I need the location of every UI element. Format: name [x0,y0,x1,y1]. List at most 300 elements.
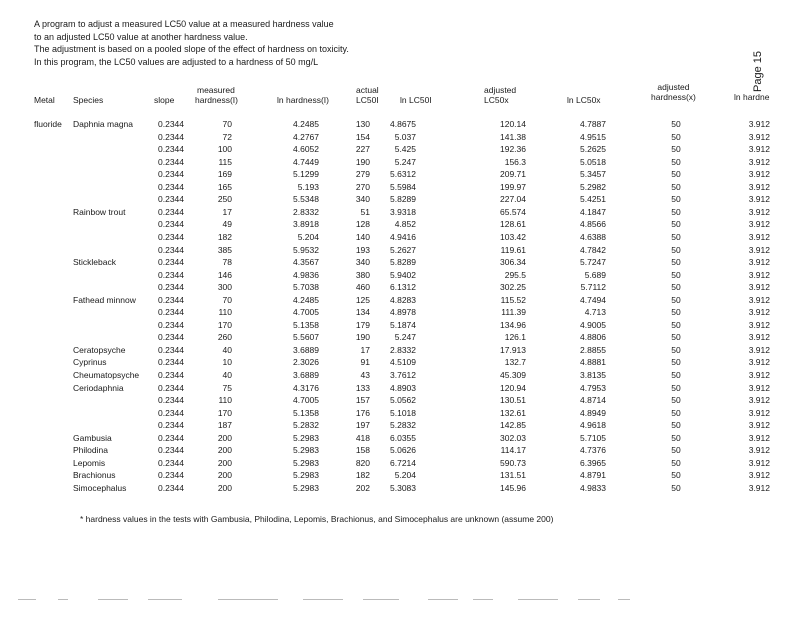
actual-lc50-cell: 176 [355,407,370,418]
slope-cell: 0.2344 [158,357,184,368]
slope-cell: 0.2344 [158,294,184,305]
ln-lc50-cell: 6.7214 [390,457,416,468]
intro-line: to an adjusted LC50 value at another hardness value. [34,31,248,42]
ln-adjusted-lc50-cell: 5.3457 [580,169,606,180]
measured-hardness-cell: 110 [218,395,232,406]
header-line: LC50x [484,95,509,105]
adjusted-lc50-cell: 114.17 [500,445,526,456]
adjusted-hardness-cell: 50 [671,407,681,418]
ln-adjusted-hardness-cell: 3.912 [748,169,770,180]
measured-hardness-cell: 200 [217,470,232,481]
ln-adjusted-hardness-cell: 3.912 [748,144,770,155]
ln-hardness-cell: 5.7038 [293,282,319,293]
metal-cell: fluoride [34,119,62,129]
header-line: hardness(x) [651,92,696,102]
species-cell: Simocephalus [73,482,127,493]
adjusted-hardness-cell: 50 [671,307,681,318]
ln-lc50-cell: 5.0626 [390,445,416,456]
ln-lc50-cell: 5.5984 [390,181,416,192]
table-row [0,320,800,333]
species-cell: Brachionus [73,470,116,481]
ln-adjusted-lc50-cell: 5.2982 [580,181,606,192]
table-row [0,270,800,283]
adjusted-hardness-cell: 50 [671,131,681,142]
ln-hardness-cell: 5.5348 [293,194,319,205]
ln-hardness-cell: 4.7005 [293,307,319,318]
ln-adjusted-lc50-cell: 4.9515 [580,131,606,142]
slope-cell: 0.2344 [158,344,184,355]
ln-adjusted-lc50-cell: 4.9833 [580,482,606,493]
ln-adjusted-hardness-cell: 3.912 [748,357,770,368]
table-row [0,295,800,308]
table-row [0,207,800,220]
adjusted-lc50-cell: 115.52 [500,294,526,305]
ln-adjusted-lc50-cell: 4.8806 [580,332,606,343]
header-line: measured [197,85,235,95]
table-row [0,257,800,270]
ln-adjusted-lc50-cell: 5.0518 [580,156,606,167]
ln-adjusted-lc50-cell: 5.7247 [580,257,606,268]
adjusted-hardness-cell: 50 [671,357,681,368]
ln-hardness-cell: 4.7449 [293,156,319,167]
actual-lc50-cell: 17 [360,344,370,355]
ln-lc50-cell: 5.8289 [390,194,416,205]
slope-cell: 0.2344 [158,119,184,129]
ln-hardness-cell: 5.2983 [293,470,319,481]
adjusted-hardness-cell: 50 [671,156,681,167]
ln-adjusted-hardness-cell: 3.912 [748,131,770,142]
scan-artifacts [18,597,718,605]
ln-adjusted-hardness-cell: 3.912 [748,156,770,167]
adjusted-hardness-cell: 50 [671,420,681,431]
header-ln-adjusted-hardness: ln hardne [734,92,770,102]
header-adjusted-hardness [651,82,696,102]
table-row [0,182,800,195]
adjusted-lc50-cell: 128.61 [500,219,526,230]
ln-adjusted-lc50-cell: 4.1847 [580,206,606,217]
measured-hardness-cell: 200 [217,457,232,468]
ln-adjusted-hardness-cell: 3.912 [748,294,770,305]
ln-lc50-cell: 5.9402 [390,269,416,280]
adjusted-hardness-cell: 50 [671,344,681,355]
header-adjusted-lc50 [484,85,516,105]
measured-hardness-cell: 78 [222,257,232,268]
ln-adjusted-hardness-cell: 3.912 [748,219,770,230]
species-cell: Ceratopsyche [73,344,126,355]
adjusted-lc50-cell: 227.04 [500,194,526,205]
ln-adjusted-hardness-cell: 3.912 [748,482,770,493]
actual-lc50-cell: 157 [355,395,370,406]
ln-adjusted-lc50-cell: 4.7494 [580,294,606,305]
slope-cell: 0.2344 [158,282,184,293]
ln-hardness-cell: 5.204 [297,231,319,242]
adjusted-hardness-cell: 50 [671,244,681,255]
ln-lc50-cell: 5.037 [394,131,416,142]
ln-adjusted-lc50-cell: 5.7105 [580,432,606,443]
measured-hardness-cell: 170 [217,319,232,330]
header-measured-hardness [195,85,238,105]
measured-hardness-cell: 300 [217,282,232,293]
actual-lc50-cell: 202 [355,482,370,493]
species-cell: Gambusia [73,432,112,443]
ln-lc50-cell: 5.0562 [390,395,416,406]
adjusted-lc50-cell: 103.42 [500,231,526,242]
adjusted-hardness-cell: 50 [671,231,681,242]
ln-adjusted-lc50-cell: 4.7842 [580,244,606,255]
header-ln-adjusted-lc50: ln LC50x [567,95,601,105]
ln-hardness-cell: 5.193 [297,181,319,192]
ln-lc50-cell: 3.9318 [390,206,416,217]
measured-hardness-cell: 70 [222,294,232,305]
adjusted-hardness-cell: 50 [671,194,681,205]
actual-lc50-cell: 380 [355,269,370,280]
species-cell: Lepomis [73,457,106,468]
adjusted-lc50-cell: 141.38 [500,131,526,142]
table-row [0,420,800,433]
adjusted-hardness-cell: 50 [671,144,681,155]
adjusted-hardness-cell: 50 [671,169,681,180]
ln-hardness-cell: 3.6889 [293,370,319,380]
slope-cell: 0.2344 [158,181,184,192]
slope-cell: 0.2344 [158,169,184,180]
actual-lc50-cell: 133 [355,382,370,393]
ln-lc50-cell: 4.8283 [390,294,416,305]
ln-adjusted-hardness-cell: 3.912 [748,344,770,355]
ln-lc50-cell: 2.8332 [390,344,416,355]
header-slope: slope [154,95,175,105]
slope-cell: 0.2344 [158,231,184,242]
table-row [0,395,800,408]
page-number: Page 15 [752,51,764,92]
ln-adjusted-lc50-cell: 2.8855 [580,344,606,355]
slope-cell: 0.2344 [158,307,184,318]
measured-hardness-cell: 10 [222,357,232,368]
actual-lc50-cell: 128 [355,219,370,230]
ln-adjusted-hardness-cell: 3.912 [748,319,770,330]
slope-cell: 0.2344 [158,206,184,217]
ln-lc50-cell: 5.247 [394,156,416,167]
actual-lc50-cell: 460 [355,282,370,293]
actual-lc50-cell: 140 [355,231,370,242]
table-row [0,219,800,232]
measured-hardness-cell: 200 [217,445,232,456]
ln-adjusted-hardness-cell: 3.912 [748,332,770,343]
adjusted-hardness-cell: 50 [671,319,681,330]
adjusted-lc50-cell: 111.39 [501,307,526,318]
adjusted-lc50-cell: 17.913 [500,344,526,355]
adjusted-hardness-cell: 50 [671,294,681,305]
table-row [0,282,800,295]
adjusted-hardness-cell: 50 [671,370,681,380]
intro-line: A program to adjust a measured LC50 value at a measured hardness value [34,19,334,29]
ln-adjusted-lc50-cell: 4.7887 [580,119,606,129]
ln-adjusted-hardness-cell: 3.912 [748,470,770,481]
measured-hardness-cell: 165 [217,181,232,192]
slope-cell: 0.2344 [158,319,184,330]
ln-adjusted-lc50-cell: 3.8135 [580,370,606,380]
table-row [0,144,800,157]
table-row [0,245,800,258]
actual-lc50-cell: 125 [355,294,370,305]
table-row [0,470,800,483]
adjusted-hardness-cell: 50 [671,219,681,230]
table-row [0,357,800,370]
ln-adjusted-lc50-cell: 4.9618 [580,420,606,431]
ln-adjusted-lc50-cell: 4.8714 [580,395,606,406]
adjusted-lc50-cell: 120.94 [500,382,526,393]
actual-lc50-cell: 340 [355,194,370,205]
measured-hardness-cell: 40 [222,370,232,380]
ln-lc50-cell: 5.6312 [390,169,416,180]
ln-lc50-cell: 4.8675 [390,119,416,129]
measured-hardness-cell: 17 [222,206,232,217]
ln-adjusted-hardness-cell: 3.912 [748,370,770,380]
measured-hardness-cell: 250 [217,194,232,205]
measured-hardness-cell: 182 [217,231,232,242]
actual-lc50-cell: 197 [355,420,370,431]
ln-hardness-cell: 4.2485 [293,294,319,305]
ln-adjusted-hardness-cell: 3.912 [748,457,770,468]
actual-lc50-cell: 154 [355,131,370,142]
actual-lc50-cell: 193 [355,244,370,255]
actual-lc50-cell: 134 [355,307,370,318]
header-line: actual [356,85,379,95]
header-ln-hardness: ln hardness(I) [277,95,329,105]
ln-lc50-cell: 4.5109 [390,357,416,368]
ln-lc50-cell: 5.3083 [390,482,416,493]
adjusted-lc50-cell: 131.51 [500,470,526,481]
ln-adjusted-hardness-cell: 3.912 [748,181,770,192]
ln-hardness-cell: 4.2485 [293,119,319,129]
ln-adjusted-hardness-cell: 3.912 [748,244,770,255]
header-line: LC50I [356,95,379,105]
ln-lc50-cell: 5.1018 [390,407,416,418]
actual-lc50-cell: 158 [355,445,370,456]
ln-lc50-cell: 5.247 [394,332,416,343]
ln-adjusted-hardness-cell: 3.912 [748,445,770,456]
actual-lc50-cell: 340 [355,257,370,268]
adjusted-lc50-cell: 156.3 [504,156,526,167]
ln-hardness-cell: 4.6052 [293,144,319,155]
ln-hardness-cell: 3.6889 [293,344,319,355]
slope-cell: 0.2344 [158,457,184,468]
header-line: hardness(I) [195,95,238,105]
ln-hardness-cell: 5.1358 [293,407,319,418]
table-row [0,433,800,446]
measured-hardness-cell: 110 [218,307,232,318]
measured-hardness-cell: 169 [217,169,232,180]
measured-hardness-cell: 146 [217,269,232,280]
slope-cell: 0.2344 [158,219,184,230]
header-metal: Metal [34,95,55,105]
ln-hardness-cell: 2.8332 [293,206,319,217]
slope-cell: 0.2344 [158,269,184,280]
adjusted-hardness-cell: 50 [671,332,681,343]
adjusted-hardness-cell: 50 [671,119,681,129]
measured-hardness-cell: 100 [217,144,232,155]
actual-lc50-cell: 279 [355,169,370,180]
slope-cell: 0.2344 [158,144,184,155]
ln-hardness-cell: 4.3567 [293,257,319,268]
measured-hardness-cell: 72 [222,131,232,142]
ln-hardness-cell: 4.7005 [293,395,319,406]
adjusted-lc50-cell: 192.36 [500,144,526,155]
slope-cell: 0.2344 [158,382,184,393]
slope-cell: 0.2344 [158,407,184,418]
ln-adjusted-hardness-cell: 3.912 [748,282,770,293]
ln-adjusted-hardness-cell: 3.912 [748,269,770,280]
adjusted-hardness-cell: 50 [671,382,681,393]
table-row [0,483,800,496]
ln-adjusted-hardness-cell: 3.912 [748,119,770,129]
ln-hardness-cell: 5.9532 [293,244,319,255]
adjusted-lc50-cell: 126.1 [504,332,526,343]
slope-cell: 0.2344 [158,257,184,268]
adjusted-hardness-cell: 50 [671,482,681,493]
header-line: adjusted [657,82,690,92]
measured-hardness-cell: 170 [217,407,232,418]
ln-adjusted-hardness-cell: 3.912 [748,395,770,406]
actual-lc50-cell: 270 [355,181,370,192]
adjusted-lc50-cell: 209.71 [500,169,526,180]
table-row [0,132,800,145]
ln-adjusted-hardness-cell: 3.912 [748,382,770,393]
table-row [0,157,800,170]
adjusted-hardness-cell: 50 [671,269,681,280]
adjusted-lc50-cell: 132.61 [500,407,526,418]
adjusted-hardness-cell: 50 [671,257,681,268]
slope-cell: 0.2344 [158,470,184,481]
slope-cell: 0.2344 [158,370,184,380]
measured-hardness-cell: 260 [217,332,232,343]
ln-lc50-cell: 5.2627 [390,244,416,255]
ln-adjusted-lc50-cell: 4.8881 [580,357,606,368]
actual-lc50-cell: 91 [360,357,370,368]
measured-hardness-cell: 385 [217,244,232,255]
ln-hardness-cell: 4.9836 [293,269,319,280]
table-row [0,232,800,245]
slope-cell: 0.2344 [158,131,184,142]
table-row [0,332,800,345]
ln-adjusted-lc50-cell: 4.7953 [580,382,606,393]
ln-lc50-cell: 5.8289 [390,257,416,268]
adjusted-lc50-cell: 295.5 [504,269,526,280]
adjusted-lc50-cell: 302.25 [500,282,526,293]
table-row [0,119,800,132]
adjusted-hardness-cell: 50 [671,181,681,192]
actual-lc50-cell: 43 [360,370,370,380]
adjusted-hardness-cell: 50 [671,470,681,481]
ln-lc50-cell: 4.852 [394,219,416,230]
adjusted-hardness-cell: 50 [671,282,681,293]
adjusted-hardness-cell: 50 [671,432,681,443]
slope-cell: 0.2344 [158,194,184,205]
ln-hardness-cell: 5.2983 [293,482,319,493]
ln-hardness-cell: 5.2983 [293,445,319,456]
ln-adjusted-lc50-cell: 5.2625 [580,144,606,155]
measured-hardness-cell: 115 [218,156,232,167]
actual-lc50-cell: 51 [360,206,370,217]
adjusted-lc50-cell: 120.14 [500,119,526,129]
adjusted-lc50-cell: 306.34 [500,257,526,268]
adjusted-lc50-cell: 199.97 [500,181,526,192]
adjusted-hardness-cell: 50 [671,395,681,406]
actual-lc50-cell: 227 [355,144,370,155]
intro-line: In this program, the LC50 values are adjusted to a hardness of 50 mg/L [34,56,319,67]
species-cell: Daphnia magna [73,119,134,129]
ln-lc50-cell: 6.0355 [390,432,416,443]
actual-lc50-cell: 179 [355,319,370,330]
ln-lc50-cell: 5.2832 [390,420,416,431]
actual-lc50-cell: 820 [355,457,370,468]
ln-hardness-cell: 2.3026 [293,357,319,368]
actual-lc50-cell: 190 [355,332,370,343]
adjusted-lc50-cell: 145.96 [500,482,526,493]
ln-adjusted-lc50-cell: 4.8791 [580,470,606,481]
adjusted-hardness-cell: 50 [671,457,681,468]
table-row [0,458,800,471]
adjusted-lc50-cell: 302.03 [500,432,526,443]
species-cell: Ceriodaphnia [73,382,124,393]
adjusted-lc50-cell: 590.73 [500,457,526,468]
header-species: Species [73,95,104,105]
adjusted-hardness-cell: 50 [671,445,681,456]
ln-adjusted-hardness-cell: 3.912 [748,432,770,443]
ln-lc50-cell: 5.1874 [390,319,416,330]
ln-lc50-cell: 4.9416 [390,231,416,242]
ln-hardness-cell: 5.1299 [293,169,319,180]
ln-adjusted-lc50-cell: 4.8566 [580,219,606,230]
ln-adjusted-lc50-cell: 4.7376 [580,445,606,456]
species-cell: Philodina [73,445,108,456]
measured-hardness-cell: 200 [217,482,232,493]
slope-cell: 0.2344 [158,395,184,406]
ln-lc50-cell: 5.204 [394,470,416,481]
ln-adjusted-hardness-cell: 3.912 [748,407,770,418]
header-actual-lc50 [356,85,379,105]
adjusted-hardness-cell: 50 [671,206,681,217]
ln-lc50-cell: 6.1312 [390,282,416,293]
adjusted-lc50-cell: 134.96 [500,319,526,330]
slope-cell: 0.2344 [158,445,184,456]
measured-hardness-cell: 200 [217,432,232,443]
ln-adjusted-lc50-cell: 5.4251 [580,194,606,205]
species-cell: Cyprinus [73,357,107,368]
table-row [0,169,800,182]
header-line: adjusted [484,85,517,95]
ln-hardness-cell: 5.1358 [293,319,319,330]
ln-hardness-cell: 4.2767 [293,131,319,142]
ln-hardness-cell: 5.2832 [293,420,319,431]
table-row [0,307,800,320]
actual-lc50-cell: 190 [355,156,370,167]
ln-lc50-cell: 5.425 [394,144,416,155]
ln-lc50-cell: 4.8903 [390,382,416,393]
measured-hardness-cell: 70 [222,119,232,129]
table-row [0,408,800,421]
slope-cell: 0.2344 [158,332,184,343]
species-cell: Cheumatopsyche [73,370,140,380]
footnote: * hardness values in the tests with Gambusia, Philodina, Lepomis, Brachionus, and Simocephalus are unknown (assume 200) [80,514,554,524]
slope-cell: 0.2344 [158,432,184,443]
intro-text [34,18,349,68]
ln-adjusted-lc50-cell: 4.9005 [580,319,606,330]
species-cell: Rainbow trout [73,206,126,217]
species-cell: Stickleback [73,257,116,268]
table-row [0,345,800,358]
slope-cell: 0.2344 [158,156,184,167]
actual-lc50-cell: 418 [355,432,370,443]
